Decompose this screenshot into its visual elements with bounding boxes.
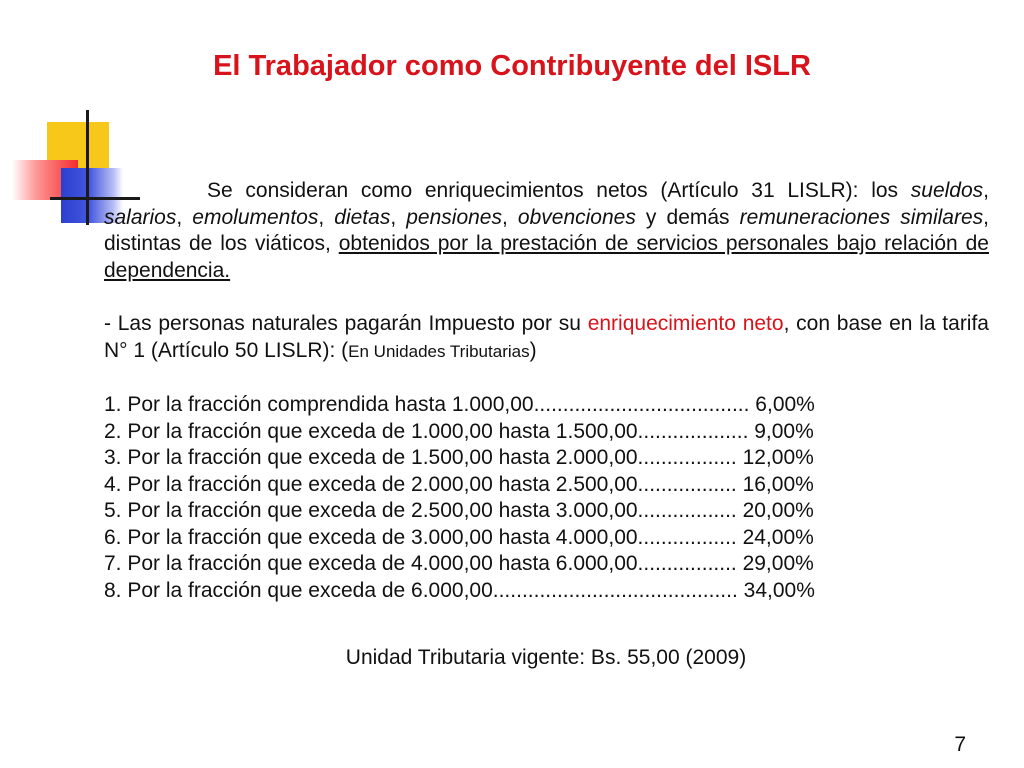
tariff-item: 4. Por la fracción que exceda de 2.000,00 hasta 2.500,00................. 16,00% (104, 472, 814, 496)
tariff-item: 5. Por la fracción que exceda de 2.500,00 hasta 3.000,00................. 20,00% (104, 499, 814, 522)
tariff-item: 1. Por la fracción comprendida hasta 1.000,00..................................... 6,00% (104, 393, 815, 416)
paragraph-enriquecimientos (104, 178, 989, 284)
p2-highlight: enriquecimiento neto (587, 312, 784, 335)
tariff-item: 7. Por la fracción que exceda de 4.000,00 hasta 6.000,00................. 29,00% (104, 552, 814, 575)
p1-y-demas: y demás (635, 205, 740, 229)
term-pensiones: pensiones (406, 205, 502, 229)
p1-intro: Se consideran como enriquecimientos netos (Artículo 31 LISLR): los (207, 179, 911, 202)
page-number: 7 (954, 733, 966, 756)
term-emolumentos: emolumentos (192, 205, 319, 229)
p2-close: ) (529, 338, 537, 362)
p1-sep: , (390, 205, 407, 229)
tariff-item: 2. Por la fracción que exceda de 1.000,00 hasta 1.500,00................... 9,00% (104, 419, 814, 443)
tariff-item: 8. Por la fracción que exceda de 6.000,00.......................................... 34,00% (104, 578, 815, 602)
term-salarios: salarios (104, 205, 177, 229)
slide-title: El Trabajador como Contribuyente del ISLR (213, 50, 811, 82)
p1-sep: , (502, 205, 518, 229)
p2-small: En Unidades Tributarias (348, 341, 530, 361)
p1-distintas: , distintas de los viáticos, (104, 205, 989, 255)
slide-body (104, 178, 989, 604)
p1-sep: , (983, 179, 989, 202)
tariff-list (104, 392, 989, 604)
p2-before: - Las personas naturales pagarán Impuesto por su (104, 312, 588, 335)
tariff-item: 6. Por la fracción que exceda de 3.000,00 hasta 4.000,00................. 24,00% (104, 525, 814, 549)
p1-underlined: obtenidos por la prestación de servicios personales bajo relación de dependencia. (104, 232, 989, 282)
term-dietas: dietas (334, 205, 391, 229)
term-obvenciones: obvenciones (517, 205, 636, 229)
unidad-tributaria-note: Unidad Tributaria vigente: Bs. 55,00 (2009) (345, 646, 747, 669)
tariff-item: 3. Por la fracción que exceda de 1.500,00 hasta 2.000,00................. 12,00% (104, 446, 814, 469)
p2-after: , con base en la tarifa N° 1 (Artículo 50 LISLR): ( (104, 312, 989, 362)
term-remuneraciones: remuneraciones similares (739, 205, 984, 229)
paragraph-personas-naturales (104, 311, 989, 365)
p1-sep: , (176, 205, 193, 229)
p1-sep: , (318, 205, 335, 229)
term-sueldos: sueldos (910, 179, 984, 202)
vertical-line (86, 110, 89, 225)
